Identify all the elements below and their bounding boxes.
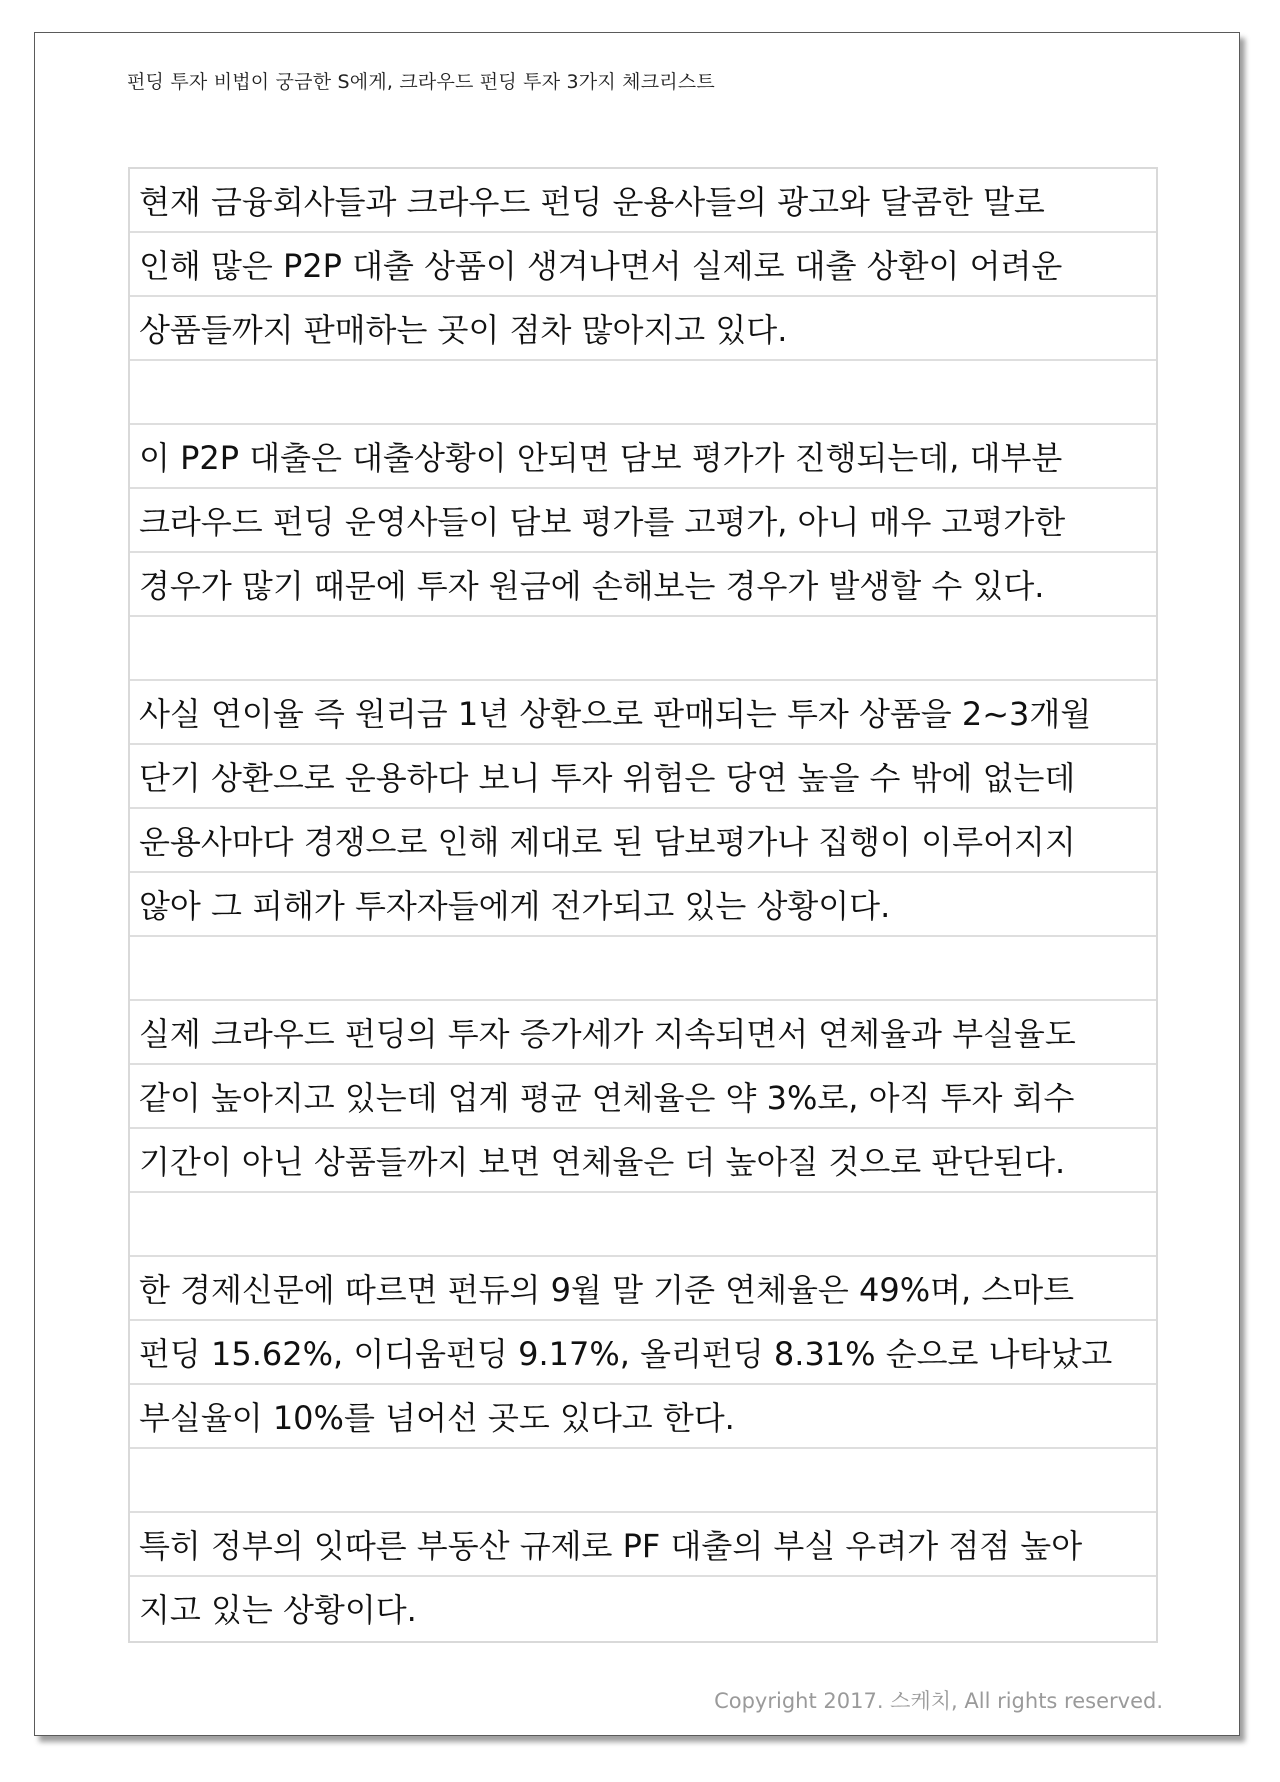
text-line: 지고 있는 상황이다. — [139, 1591, 417, 1629]
text-line: 현재 금융회사들과 크라우드 펀딩 운용사들의 광고와 달콤한 말로 — [130, 169, 1156, 233]
blank-line — [130, 361, 1156, 425]
text-line: 기간이 아닌 상품들까지 보면 연체율은 더 높아질 것으로 판단된다. — [130, 1129, 1156, 1193]
text-line: 특히 정부의 잇따른 부동산 규제로 PF 대출의 부실 우려가 점점 높아 — [130, 1513, 1156, 1577]
blank-line — [130, 1193, 1156, 1257]
text-line: 크라우드 펀딩 운영사들이 담보 평가를 고평가, 아니 매우 고평가한 — [130, 489, 1156, 553]
text-line: 이 P2P 대출은 대출상황이 안되면 담보 평가가 진행되는데, 대부분 — [130, 425, 1156, 489]
lined-text-sheet — [128, 167, 1158, 1643]
blank-line — [130, 937, 1156, 1001]
text-line: 단기 상환으로 운용하다 보니 투자 위험은 당연 높을 수 밖에 없는데 — [130, 745, 1156, 809]
text-line: 사실 연이율 즉 원리금 1년 상환으로 판매되는 투자 상품을 2~3개월 — [130, 681, 1156, 745]
blank-line — [130, 1449, 1156, 1513]
copyright-footer: Copyright 2017. 스케치, All rights reserved. — [714, 1689, 1163, 1713]
text-line: 않아 그 피해가 투자자들에게 전가되고 있는 상황이다. — [130, 873, 1156, 937]
text-line: 인해 많은 P2P 대출 상품이 생겨나면서 실제로 대출 상환이 어려운 — [130, 233, 1156, 297]
text-line: 경우가 많기 때문에 투자 원금에 손해보는 경우가 발생할 수 있다. — [130, 553, 1156, 617]
document-page — [34, 32, 1240, 1736]
text-line: 상품들까지 판매하는 곳이 점차 많아지고 있다. — [130, 297, 1156, 361]
text-line: 실제 크라우드 펀딩의 투자 증가세가 지속되면서 연체율과 부실율도 — [130, 1001, 1156, 1065]
document-header: 펀딩 투자 비법이 궁금한 S에게, 크라우드 펀딩 투자 3가지 체크리스트 — [127, 71, 715, 93]
text-line: 운용사마다 경쟁으로 인해 제대로 된 담보평가나 집행이 이루어지지 — [130, 809, 1156, 873]
text-line: 한 경제신문에 따르면 펀듀의 9월 말 기준 연체율은 49%며, 스마트 — [130, 1257, 1156, 1321]
blank-line — [130, 617, 1156, 681]
text-line: 같이 높아지고 있는데 업계 평균 연체율은 약 3%로, 아직 투자 회수 — [130, 1065, 1156, 1129]
text-line: 부실율이 10%를 넘어선 곳도 있다고 한다. — [130, 1385, 1156, 1449]
text-line: 펀딩 15.62%, 이디움펀딩 9.17%, 올리펀딩 8.31% 순으로 나타났고 — [130, 1321, 1156, 1385]
